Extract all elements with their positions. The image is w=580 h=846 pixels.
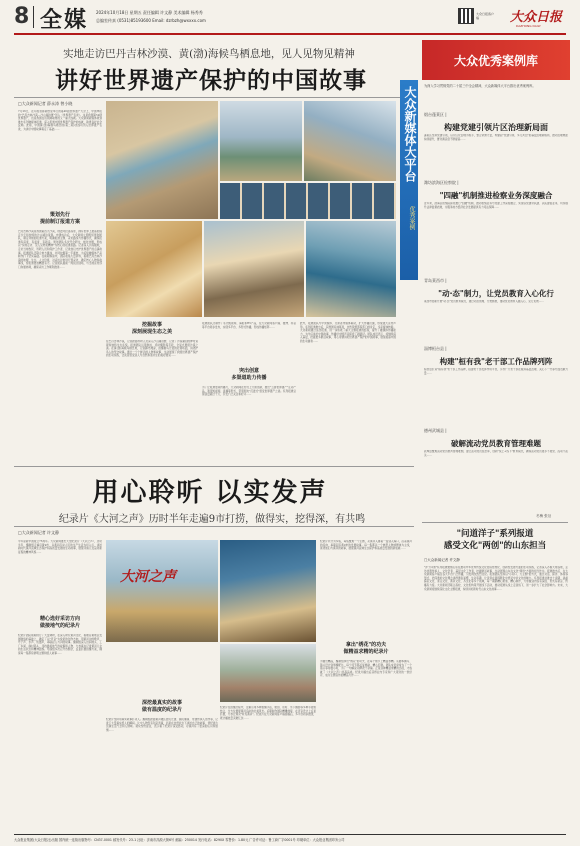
sidebar-item-2 bbox=[424, 180, 568, 201]
sidebar-item-1 bbox=[424, 112, 568, 133]
bottom-col3-text: 纪录片在拍摄过程中，注重运用多种拍摄手法，航拍、延时、水下摄影等多种手段相结合，全方位展现黄河沿岸的壮美风光。后期制作团队精雕细琢，在声音设计上反复打磨，力求让观众"听见黄河"。纪录片在大众新闻客户端首播后，多平台同步推送，累计播放量突破亿次…… bbox=[220, 706, 316, 720]
bottom-story-rule-2 bbox=[14, 526, 414, 527]
top-story-headline: 讲好世界遗产保护的中国故事 bbox=[55, 68, 367, 94]
photo-coastline bbox=[304, 101, 396, 181]
sidebar-item-title: "四融"机制推进检察业务深度融合 bbox=[439, 191, 553, 200]
bottom-story-byline: □大众新闻记者 许文静 bbox=[18, 530, 60, 535]
documentary-poster bbox=[106, 540, 218, 642]
sidebar-item-title: 破解流动党员教育管理难题 bbox=[451, 439, 541, 448]
sidebar-item-1-text: 蓬莱区坚持党建引领，以片区化治理为抓手，整合资源力量，构建起"党建引领、多元共治"的基层治理新格局，推动治理效能持续提升，群众满意度不断提高…… bbox=[424, 134, 568, 141]
top-story-rule bbox=[14, 97, 400, 98]
paper-logo: 大众日报 bbox=[510, 10, 563, 25]
qr-code bbox=[458, 8, 474, 24]
section-title: 全媒 bbox=[40, 8, 89, 33]
sidebar-item-5-text: 武城县聚焦流动党员教育管理难题，建立流动党员信息库，创新"线上+线下"教育模式，确保流动党员离乡不离党、流动不流失…… bbox=[424, 450, 568, 457]
qr-label: 大众日报客户端 bbox=[476, 12, 495, 20]
bottom-col1-text: 今年是新中国成立75周年。大众新闻推出大型纪录片《大河之声》，历时半年，摄制组走遍沿黄9市，以黄河沿岸人民的生产生活为切入点，讲述新时代黄河流域生态保护和高质量发展的生动故事，展现齐鲁儿女奋进新征程的精神风貌…… bbox=[18, 540, 102, 554]
sidebar-item-place: 淄博桓台县 | bbox=[424, 346, 447, 351]
paper-logo-sub: DAZHONG DAILY bbox=[516, 24, 541, 28]
masthead bbox=[0, 0, 580, 34]
sidebar-item-title: "动·态"制力，让党员教育入心化行 bbox=[438, 289, 554, 298]
right-story-byline: □大众新闻记者 许文静 bbox=[424, 558, 460, 562]
right-story-headline: "问道洋子"系列报道 感受文化"两创"的山东担当 bbox=[443, 529, 547, 551]
bottom-col4-text-b: 为做出精品，摄制组拿出"绣花"的功夫，在每个细节上精益求精。从脚本撰写、镜头设计到剪辑配乐，每个环节都反复推敲、精心打磨。团队成员常常为了一个镜头等待数小时，为了一句解说词修改十余遍。正是这种精益求精的态度，才成就了《大河之声》的高品质。纪录片播出后获得业内专家和广大观众的一致好评，成为主题宣传的精品力作…… bbox=[320, 660, 412, 678]
sidebar-item-place: 潍坊滨海区检察院 | bbox=[424, 180, 459, 185]
bottom-subhead-warmth: 深挖最真实的故事 做有温度的纪录片 bbox=[141, 700, 182, 713]
bottom-story-headline: 用心聆听 以实发声 bbox=[92, 478, 328, 508]
footer-rule bbox=[14, 834, 566, 835]
sidebar-item-5 bbox=[424, 428, 568, 449]
photo-app-screenshots bbox=[220, 183, 396, 219]
photo-wetland-birds bbox=[220, 101, 302, 181]
sidebar-item-4-text: 桓台县打造"桓有我"老干部工作品牌，搭建老干部发挥作用平台，引导广大老干部在服务基层治理、关心下一代等方面贡献力量…… bbox=[424, 368, 568, 375]
bottom-subhead-direction: 精心选好采访方向 做接地气的纪录片 bbox=[39, 616, 80, 629]
sidebar-item-place: 德州武城县 | bbox=[424, 428, 447, 433]
documentary-poster-title: 大河之声 bbox=[120, 569, 176, 585]
bottom-subhead-craft: 拿出"绣花"的功夫 做精益求精的纪录片 bbox=[343, 642, 389, 655]
top-story-col1-text: 7月26日，在印度首都新德里举行的第46届世界遗产大会上，中国申报的"巴丹吉林沙漠—沙山湖泊群"列入《世界遗产名录》。这是我国第59项世界遗产，也是我国在该领域取得的又一重大成就。大众新闻新媒体策划推出系列融媒体报道，深入报道中国世界遗产保护的成就，取得良好社会反响。此前，中国黄(渤)海候鸟栖息地(第二期)也成功列入世界遗产名录，为讲好中国故事奠定了基础…… bbox=[18, 110, 102, 131]
top-story-col3-text-b: 为了让报道更具传播力，大众新闻在形式上大胆创新，推出"云游世界遗产"互动产品，利用短视频、直播等形式，带领网友"沉浸式"感受世界遗产之美。系列报道总阅读量超过千万，引发广泛关注和好评…… bbox=[202, 386, 296, 397]
masthead-rule bbox=[14, 33, 566, 35]
masthead-divider-vertical bbox=[33, 6, 34, 28]
date-line: 2024年10月18日 星期五 责任编辑 许文静 美术编辑 杨秀秀 bbox=[96, 10, 203, 15]
vertical-banner-text: 大众新媒体大平台 bbox=[403, 86, 417, 182]
photo-shooting-scene bbox=[220, 540, 316, 642]
sidebar-header: 大众优秀案例库 bbox=[453, 54, 538, 68]
top-story-col2-text: 在巴丹吉林沙漠，记者跟随科研人员深入沙山湖泊群，记录了沙漠湖泊的神奇景观和独特生态系统。报道团队运用航拍、延时摄影等手段，全景式展现沙漠之美。在黄(渤)海候鸟栖息地，记者蹲守滩涂，拍摄候鸟迁徙的壮观场面，讲述护鸟人的坚守故事。通过一个个鲜活的人物和故事，生动展现了我国世界遗产保护的生动实践，让读者感受到人与自然和谐共生的美好图景…… bbox=[106, 340, 198, 358]
top-story-col4-text: 此外，报道团队与中央媒体、兄弟省市媒体联动，扩大传播范围，形成强大宣传声势。系列报道推出后，获得国家林草局、自然资源部等部门的肯定，多家媒体转载。大众新闻通过这次报道，进一步积累了重大主题报道的经验，提升了融媒体传播能力，为今后讲好中国故事、传播好中国声音探索了新路径。团队成员表示，将继续深入基层，挖掘更多鲜活故事，用心用情讲好世界遗产保护的中国故事，展现美丽中国的生动画卷…… bbox=[300, 322, 396, 343]
bottom-story-rule bbox=[14, 466, 414, 467]
top-story-col1-text-b: 巴丹吉林沙漠是我国第四大沙漠，地处阿拉善高原，拥有世界上最高的固定沙丘和独特的沙山湖泊景观。申遗成功后，大众新闻立即组织策划团队，制定详细的报道方案，明确报道主题、采访路线与传播形式，确保报道有深度、有温度、有新意。策划团队多次开会研讨，细化选题，形成以"实地走访、见人见物见精神"为核心的报道思路。记者深入沙漠腹地，走访当地牧民、科研人员和保护工作者，记录他们守护世界遗产的点滴故事。报道团队还联合地方媒体，共同挖掘第一手素材，为后续融媒体产品制作打下坚实基础。在前期筹备中，团队收集大量资料，梳理巴丹吉林沙漠的地理、生态、人文价值，对采访对象进行预采访，确定核心人物和故事线，使报道更加精准有力。记者团队提前一周到达现场，与当地宣传部门沟通协调，确保采访工作顺利推进…… bbox=[18, 230, 102, 269]
top-story-col3-text: 报道团队还制作了系列短视频、海报和H5产品，在大众新闻客户端、微博、抖音等平台同步发布，实现多平台、多形式传播，形成传播矩阵…… bbox=[202, 322, 296, 329]
bottom-col4-text: 纪录片共分为多集，每集聚焦一个主题，从黄河入鲁第一站到入海口，沿着黄河的流向，串联起沿黄9市的发展故事。每一集都以一个典型人物或群体为主线，讲述他们与黄河的故事，展现黄河流域生态保护和高质量发展的新成就…… bbox=[320, 540, 412, 551]
sidebar-item-title: 构建"桓有我"老干部工作品牌列阵 bbox=[439, 357, 553, 366]
sidebar-item-place: 青岛莱西市 | bbox=[424, 278, 447, 283]
photo-sand-dunes bbox=[106, 221, 202, 317]
top-story-kicker: 实地走访巴丹吉林沙漠、黄(渤)海候鸟栖息地，见人见物见精神 bbox=[63, 48, 355, 60]
right-story-text: "洋子问道"系列报道聚焦山东在推动中华优秀传统文化创造性转化、创新性发展方面的生动实践，记者深入齐鲁大地各地，走访非遗传承人、文化学者、基层文化工作者，挖掘鲜活故事，生动展现山东在文化"两创"方面的担当作为。报道推出后，在大众新闻客户端及各大平台广泛传播，引发网友热烈讨论。报道团队坚持以"小切口、大主题"的方式，通过对话、探访、体验等形式，把深奥的文化理念讲得通俗易懂、生动有趣，让读者在潜移默化中感受中华文化的魅力。系列报道共推出十余期，涵盖儒家文化、泰山文化、黄河文化、齐文化等多个领域，每一期都精心策划、精心制作，力求做到内容有深度、形式有新意、传播有力度。大众新闻还联合高校、文化机构等开展线下活动，推动报道从线上走到线下，进一步扩大了社会影响力。未来，大众新闻将继续深化文化主题报道，持续讲好新时代山东文化故事…… bbox=[424, 566, 568, 591]
sidebar-item-3-text: 莱西市创新开展"动·态"党员教育模式，通过动态管理、分类施教，推动党员教育入脑入心、见行见效…… bbox=[424, 300, 544, 303]
photo-field-scene bbox=[306, 221, 396, 317]
bottom-col1-text-b: 纪录片团队前期进行了大量调研，在深入研究黄河文化、梳理沿黄地区发展脉络的基础上，确定了以"声音"为线索的创作方向，用黄河边的歌声、号子声、水声、机器声，串联起人与河的故事。摄制组深入田间地头、工厂车间、渔村码头，寻找最接地气的故事和人物，力求真实记录黄河儿女的生活状态和精神面貌。导演组多次召开选题会，反复打磨拍摄方案，确保每一集都有鲜明主题和感人故事…… bbox=[18, 634, 102, 655]
vertical-banner-sub: 优秀案例 bbox=[408, 206, 415, 230]
photo-village bbox=[220, 644, 316, 702]
footer-text: 大众报业集团(大众日报社)出版 国内统一连续出版物号：CN37-0001 邮发代号：23-1 社址：济南市泺源大街6号 邮编：250014 发行电话：8290X 零售价：1.80元 广告许可证：鲁工商广字0001号 印刷单位：大众报业集团印务公司 bbox=[14, 838, 345, 842]
sidebar-item-4 bbox=[424, 346, 568, 367]
sidebar-item-place: 烟台蓬莱区 | bbox=[424, 112, 447, 117]
sidebar-signature: 冬梅 张衍 bbox=[536, 514, 552, 518]
page-number: 8 bbox=[14, 4, 30, 29]
photo-desert-lakes bbox=[106, 101, 218, 219]
subhead-dig-stories: 挖掘故事 深刻展现生态之美 bbox=[131, 322, 172, 335]
sidebar-item-2-text: 近年来，滨海区检察院探索推行"四融"机制，推动检察业务与党建工作深度融合，实现以党建带队建、以队建促业务，切实提升法律监督质效，为服务地方经济社会发展提供有力司法保障…… bbox=[424, 202, 568, 209]
sidebar-item-3 bbox=[424, 278, 568, 299]
sidebar-item-title: 构建党建引领片区治理新局面 bbox=[444, 123, 548, 132]
sidebar-intro: 为深入学习贯彻党的二十届三中全会精神，大众新媒体大平台推出优秀案例库。 bbox=[424, 84, 536, 88]
contact-line: 总编室传真 (0531)85193600 Email: dzrbzh@wxxxx.com bbox=[96, 18, 206, 23]
bottom-col2-text: 纪录片坚持用真实故事打动人。摄制组跟随黄河滩区居民迁建、渔民捕鱼、非遗传承人创作等，记录下大量真实感人的瞬间。片中人物没有刻意表演，而是在自然状态下讲述自己的故事，使纪录片充满生活气息和人情味。观众纷纷留言，表示看了纪录片深受感动，对黄河有了更深的认识和感情…… bbox=[106, 718, 218, 732]
subhead-plan-ahead: 策划先行 提前制订报道方案 bbox=[39, 212, 80, 225]
subhead-creative-spread: 突出创意 多渠道助力传播 bbox=[231, 368, 267, 381]
photo-reporters bbox=[204, 221, 304, 317]
bottom-story-subhead: 纪录片《大河之声》历时半年走遍9市打捞，做得实，挖得深，有共鸣 bbox=[58, 514, 366, 525]
right-story-rule bbox=[422, 522, 568, 523]
top-story-byline: □大众新闻记者 薛永涛 曾小晓 bbox=[18, 101, 73, 106]
